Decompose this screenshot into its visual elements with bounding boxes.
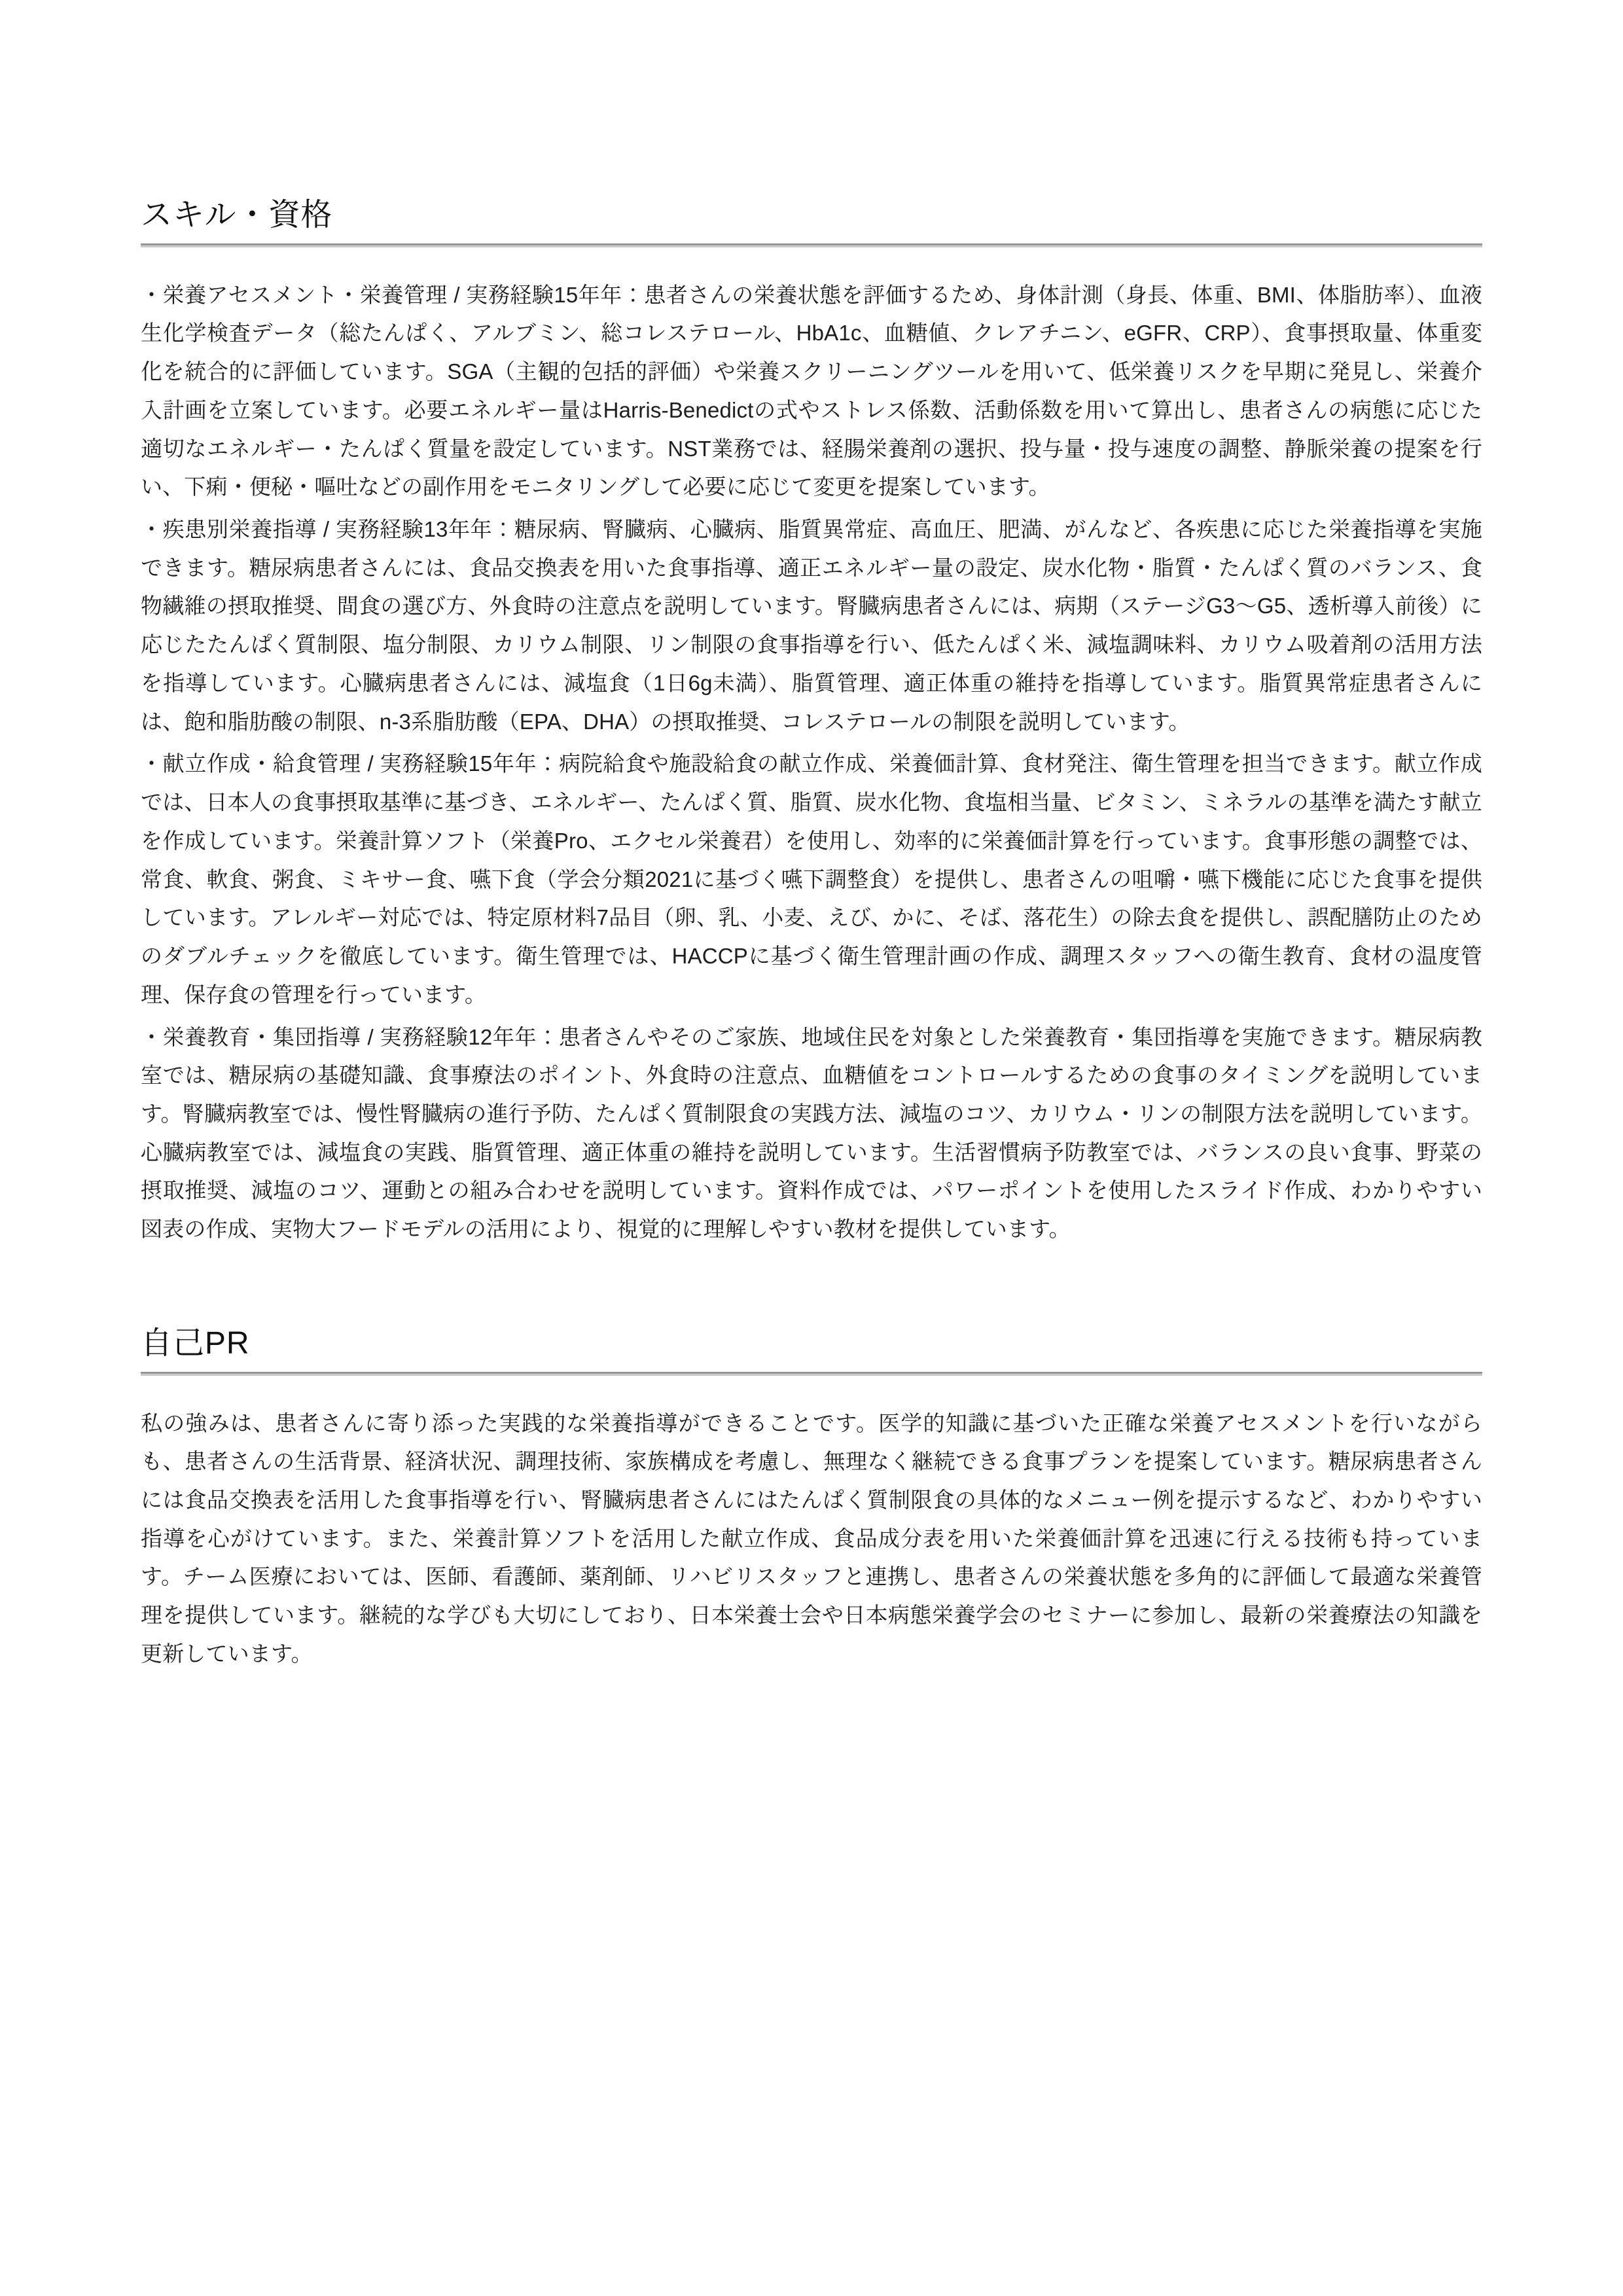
section-divider-self-pr (141, 1372, 1482, 1376)
skills-paragraph: ・栄養教育・集団指導 / 実務経験12年年：患者さんやそのご家族、地域住民を対象とした栄養教育・集団指導を実施できます。糖尿病教室では、糖尿病の基礎知識、食事療法のポイント、外食時の注意点、血糖値をコントロールするための食事のタイミングを説明しています。腎臓病教室では、慢性腎臓病の進行予防、たんぱく質制限食の実践方法、減塩のコツ、カリウム・リンの制限方法を説明しています。心臓病教室では、減塩食の実践、脂質管理、適正体重の維持を説明しています。生活習慣病予防教室では、バランスの良い食事、野菜の摂取推奨、減塩のコツ、運動との組み合わせを説明しています。資料作成では、パワーポイントを使用したスライド作成、わかりやすい図表の作成、実物大フードモデルの活用により、視覚的に理解しやすい教材を提供しています。 (141, 1024, 1482, 1242)
skills-paragraph: ・献立作成・給食管理 / 実務経験15年年：病院給食や施設給食の献立作成、栄養価計算、食材発注、衛生管理を担当できます。献立作成では、日本人の食事摂取基準に基づき、エネルギー、たんぱく質、脂質、炭水化物、食塩相当量、ビタミン、ミネラルの基準を満たす献立を作成しています。栄養計算ソフト（栄養Pro、エクセル栄養君）を使用し、効率的に栄養価計算を行っています。食事形態の調整では、常食、軟食、粥食、ミキサー食、嚥下食（学会分類2021に基づく嚥下調整食）を提供し、患者さんの咀嚼・嚥下機能に応じた食事を提供しています。アレルギー対応では、特定原材料7品目（卵、乳、小麦、えび、かに、そば、落花生）の除去食を提供し、誤配膳防止のためのダブルチェックを徹底しています。衛生管理では、HACCPに基づく衛生管理計画の作成、調理スタッフへの衛生教育、食材の温度管理、保存食の管理を行っています。 (141, 751, 1482, 1007)
self-pr-paragraph: 私の強みは、患者さんに寄り添った実践的な栄養指導ができることです。医学的知識に基づいた正確な栄養アセスメントを行いながらも、患者さんの生活背景、経済状況、調理技術、家族構成を考慮し、無理なく継続できる食事プランを提案しています。糖尿病患者さんには食品交換表を活用した食事指導を行い、腎臓病患者さんにはたんぱく質制限食の具体的なメニュー例を提示するなど、わかりやすい指導を心がけています。また、栄養計算ソフトを活用した献立作成、食品成分表を用いた栄養価計算を迅速に行える技術も持っています。チーム医療においては、医師、看護師、薬剤師、リハビリスタッフと連携し、患者さんの栄養状態を多角的に評価して最適な栄養管理を提供しています。継続的な学びも大切にしており、日本栄養士会や日本病態栄養学会のセミナーに参加し、最新の栄養療法の知識を更新しています。 (141, 1410, 1482, 1666)
section-divider-skills (141, 243, 1482, 247)
self-pr-body (141, 1405, 1482, 1674)
skills-paragraph: ・疾患別栄養指導 / 実務経験13年年：糖尿病、腎臓病、心臓病、脂質異常症、高血圧、肥満、がんなど、各疾患に応じた栄養指導を実施できます。糖尿病患者さんには、食品交換表を用いた食事指導、適正エネルギー量の設定、炭水化物・脂質・たんぱく質のバランス、食物繊維の摂取推奨、間食の選び方、外食時の注意点を説明しています。腎臓病患者さんには、病期（ステージG3〜G5、透析導入前後）に応じたたんぱく質制限、塩分制限、カリウム制限、リン制限の食事指導を行い、低たんぱく米、減塩調味料、カリウム吸着剤の活用方法を指導しています。心臓病患者さんには、減塩食（1日6g未満）、脂質管理、適正体重の維持を指導しています。脂質異常症患者さんには、飽和脂肪酸の制限、n-3系脂肪酸（EPA、DHA）の摂取推奨、コレステロールの制限を説明しています。 (141, 517, 1482, 734)
skills-body (141, 276, 1482, 1249)
section-heading-skills: スキル・資格 (141, 198, 333, 232)
skills-paragraph: ・栄養アセスメント・栄養管理 / 実務経験15年年：患者さんの栄養状態を評価するため、身体計測（身長、体重、BMI、体脂肪率）、血液生化学検査データ（総たんぱく、アルブミン、総コレステロール、HbA1c、血糖値、クレアチニン、eGFR、CRP）、食事摂取量、体重変化を統合的に評価しています。SGA（主観的包括的評価）や栄養スクリーニングツールを用いて、低栄養リスクを早期に発見し、栄養介入計画を立案しています。必要エネルギー量はHarris-Benedictの式やストレス係数、活動係数を用いて算出し、患者さんの病態に応じた適切なエネルギー・たんぱく質量を設定しています。NST業務では、経腸栄養剤の選択、投与量・投与速度の調整、静脈栄養の提案を行い、下痢・便秘・嘔吐などの副作用をモニタリングして必要に応じて変更を提案しています。 (141, 282, 1482, 499)
section-heading-self-pr: 自己PR (141, 1325, 250, 1361)
section-skills (141, 196, 1482, 1249)
section-self-pr (141, 1325, 1482, 1674)
